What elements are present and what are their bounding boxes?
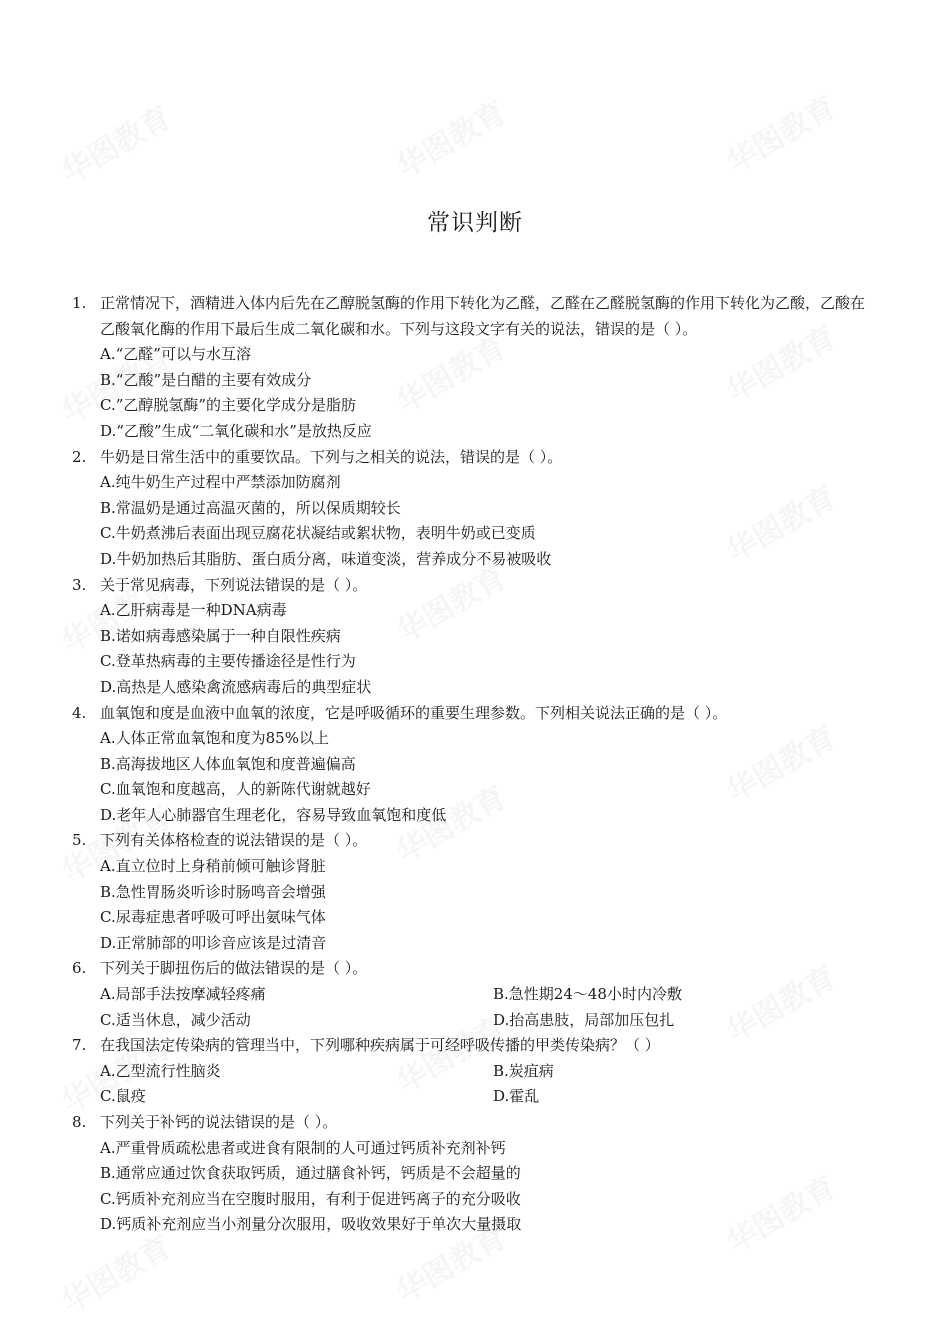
question-number: 3. (72, 575, 87, 594)
question-stem: 在我国法定传染病的管理当中，下列哪种疾病属于可经呼吸传播的甲类传染病？（ ） (100, 1036, 660, 1055)
option-a: A.乙型流行性脑炎 (100, 1061, 221, 1080)
question-2 (72, 445, 872, 573)
option-b: B.诺如病毒感染属于一种自限性疾病 (100, 626, 341, 645)
watermark-text (387, 88, 513, 186)
question-number: 1. (72, 294, 87, 312)
question-number: 2. (72, 447, 87, 466)
option-d: D.钙质补充剂应当小剂量分次服用，吸收效果好于单次大量摄取 (100, 1215, 522, 1234)
question-stem: 牛奶是日常生活中的重要饮品。下列与之相关的说法，错误的是（ ）。 (100, 447, 563, 466)
question-stem: 下列关于补钙的说法错误的是（ ）。 (100, 1113, 338, 1131)
option-d: D.霍乱 (493, 1087, 540, 1106)
question-stem: 关于常见病毒，下列说法错误的是（ ）。 (100, 575, 368, 594)
option-a: A.严重骨质疏松患者或进食有限制的人可通过钙质补充剂补钙 (100, 1138, 506, 1157)
option-c: C.”乙醇脱氢酶”的主要化学成分是脂肪 (100, 396, 357, 415)
question-3 (72, 573, 872, 701)
question-number: 8. (72, 1113, 87, 1131)
question-number: 7. (72, 1036, 87, 1055)
option-d: D.“乙酸”生成“二氧化碳和水”是放热反应 (100, 421, 372, 440)
option-grid (72, 982, 872, 1033)
question-4 (72, 701, 872, 829)
option-c: C.钙质补充剂应当在空腹时服用，有利于促进钙离子的充分吸收 (100, 1189, 521, 1208)
option-a: A.人体正常血氧饱和度为85%以上 (100, 729, 329, 748)
option-c: C.牛奶煮沸后表面出现豆腐花状凝结或絮状物，表明牛奶或已变质 (100, 524, 536, 543)
option-a: A.乙肝病毒是一种DNA病毒 (100, 601, 287, 620)
watermark-text (717, 83, 843, 181)
option-a: A.局部手法按摩减轻疼痛 (100, 985, 266, 1004)
option-c: C.登革热病毒的主要传播途径是性行为 (100, 652, 356, 671)
option-c: C.尿毒症患者呼吸可呼出氨味气体 (100, 908, 326, 927)
option-c: C.适当休息，减少活动 (100, 1010, 251, 1029)
option-d: D.牛奶加热后其脂肪、蛋白质分离，味道变淡，营养成分不易被吸收 (100, 549, 552, 568)
question-7 (72, 1033, 872, 1110)
option-d: D.抬高患肢，局部加压包扎 (493, 1010, 675, 1029)
option-b: B.高海拔地区人体血氧饱和度普遍偏高 (100, 754, 356, 773)
question-5 (72, 828, 872, 956)
question-stem: 下列有关体格检查的说法错误的是（ ）。 (100, 831, 368, 850)
option-a: A.纯牛奶生产过程中严禁添加防腐剂 (100, 473, 341, 492)
option-b: B.常温奶是通过高温灭菌的，所以保质期较长 (100, 498, 401, 517)
option-c: C.鼠疫 (100, 1087, 146, 1106)
question-6 (72, 956, 872, 1033)
question-stem: 血氧饱和度是血液中血氧的浓度，它是呼吸循环的重要生理参数。下列相关说法正确的是（ ）。 (100, 703, 728, 722)
option-d: D.高热是人感染禽流感病毒后的典型症状 (100, 677, 372, 696)
question-number: 5. (72, 831, 87, 850)
option-b: B.通常应通过饮食获取钙质，通过膳食补钙，钙质是不会超量的 (100, 1164, 521, 1183)
question-8 (72, 1110, 872, 1238)
option-a: A.直立位时上身稍前倾可触诊肾脏 (100, 857, 326, 876)
question-number: 4. (72, 703, 87, 722)
question-number: 6. (72, 959, 87, 978)
page-title: 常识判断 (427, 210, 523, 236)
option-b: B.急性期24～48小时内冷敷 (493, 985, 682, 1004)
watermark-text (52, 93, 178, 191)
question-list (72, 291, 872, 1238)
question-1 (72, 291, 872, 445)
question-stem: 正常情况下，酒精进入体内后先在乙醇脱氢酶的作用下转化为乙醛，乙醛在乙醛脱氢酶的作用下转化为乙酸，乙酸在乙酸氧化酶的作用下最后生成二氧化碳和水。下列与这段文字有关的说法，错误的是（ ）。 (100, 294, 866, 338)
option-b: B.急性胃肠炎听诊时肠鸣音会增强 (100, 882, 326, 901)
option-grid (72, 1059, 872, 1110)
option-c: C.血氧饱和度越高，人的新陈代谢就越好 (100, 780, 371, 799)
option-b: B.炭疽病 (493, 1061, 554, 1080)
question-stem: 下列关于脚扭伤后的做法错误的是（ ）。 (100, 959, 368, 978)
option-a: A.“乙醛”可以与水互溶 (100, 345, 251, 364)
option-d: D.老年人心肺器官生理老化，容易导致血氧饱和度低 (100, 805, 447, 824)
option-b: B.“乙酸”是白醋的主要有效成分 (100, 370, 312, 389)
option-d: D.正常肺部的叩诊音应该是过清音 (100, 933, 327, 952)
